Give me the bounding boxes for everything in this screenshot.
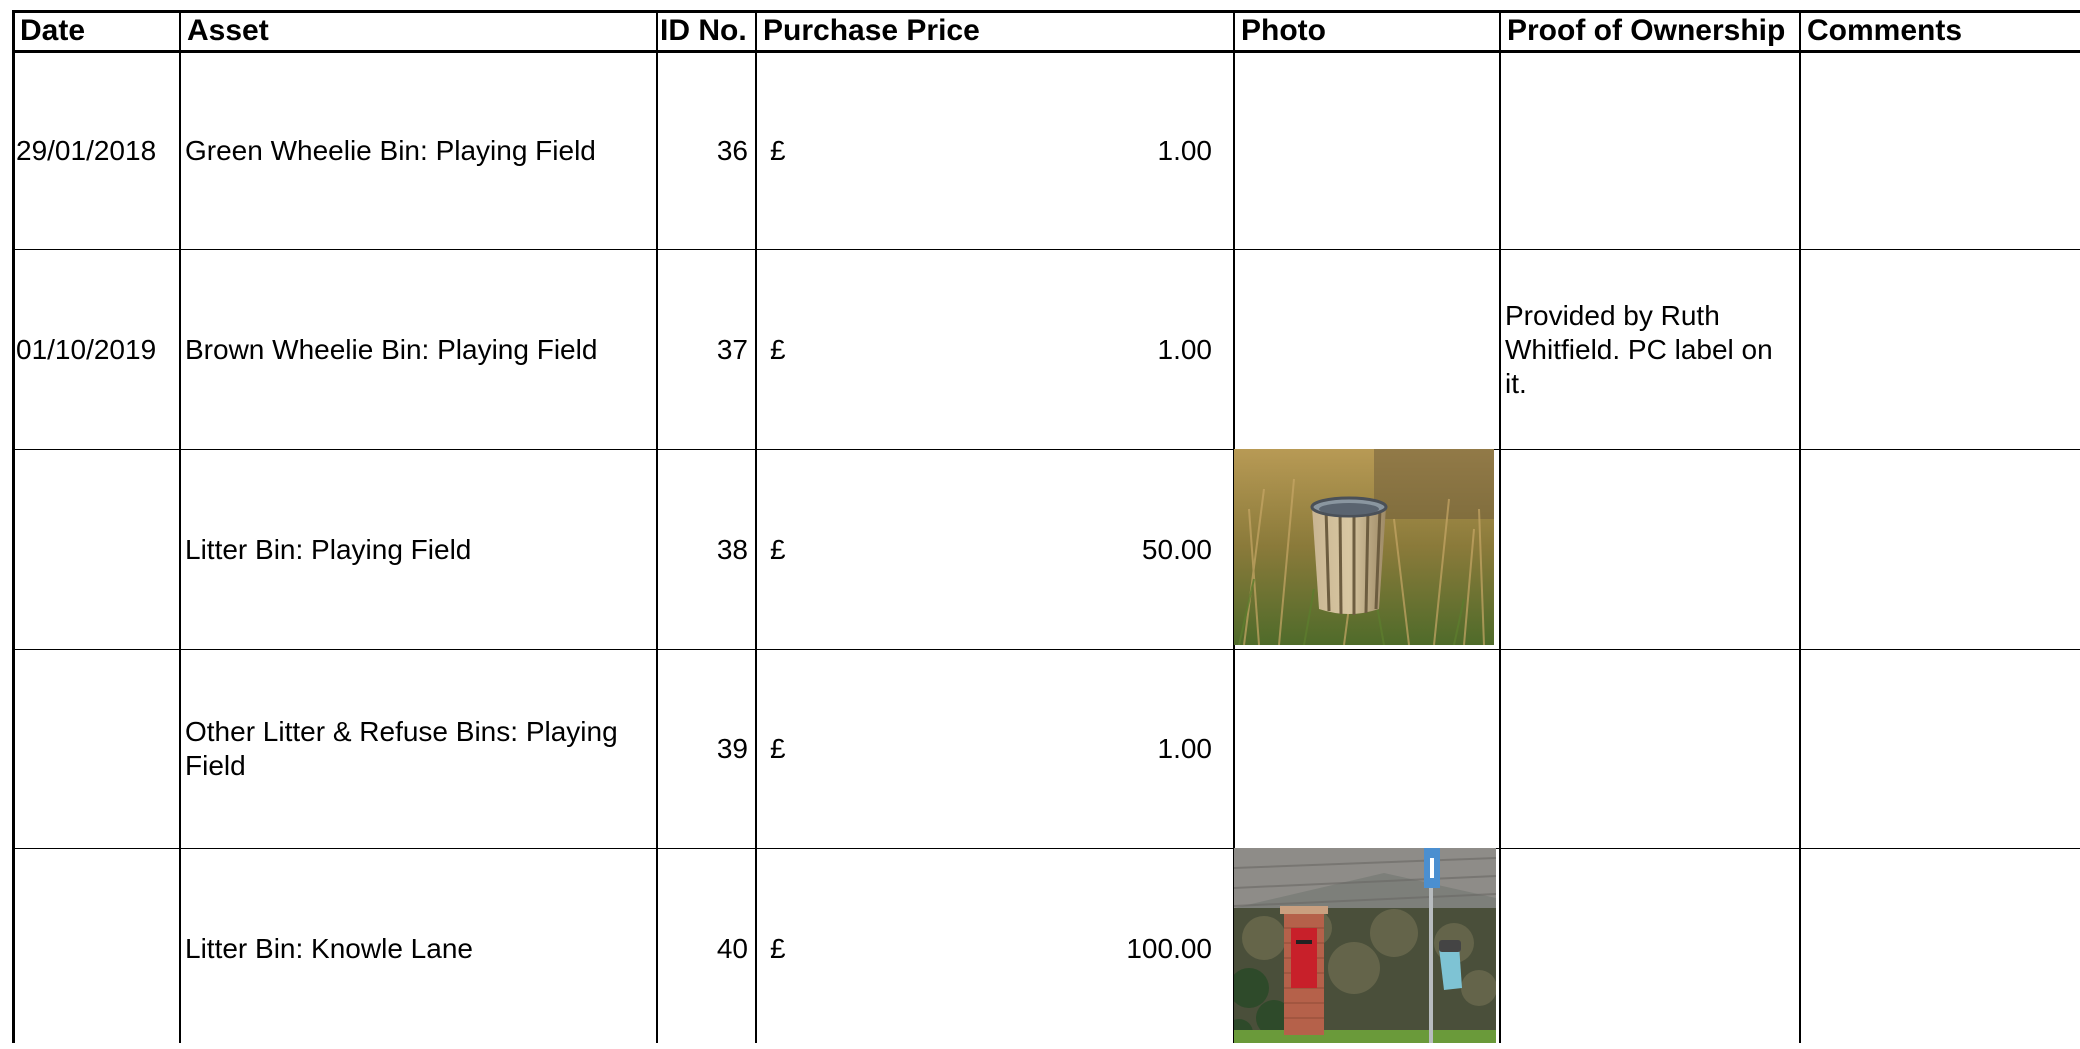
price-cell[interactable]: 1.00 xyxy=(1157,733,1212,764)
column-divider xyxy=(1499,12,1501,1043)
id-cell[interactable]: 39 xyxy=(716,733,748,764)
date-cell[interactable] xyxy=(16,849,178,1049)
header-proof-of-ownership[interactable]: Proof of Ownership xyxy=(1507,14,1786,47)
proof-cell[interactable] xyxy=(1505,450,1790,649)
comments-cell[interactable] xyxy=(1805,849,2075,1049)
asset-cell[interactable]: Litter Bin: Knowle Lane xyxy=(185,933,473,964)
proof-cell[interactable] xyxy=(1505,53,1790,249)
asset-cell[interactable]: Brown Wheelie Bin: Playing Field xyxy=(185,333,598,365)
header-purchase-price[interactable]: Purchase Price xyxy=(763,14,980,47)
proof-cell[interactable]: Provided by Ruth Whitfield. PC label on it. xyxy=(1505,299,1773,399)
knowle-lane-photo[interactable] xyxy=(1234,848,1496,1043)
proof-cell[interactable] xyxy=(1505,650,1790,848)
comments-cell[interactable] xyxy=(1805,450,2075,649)
asset-cell[interactable]: Litter Bin: Playing Field xyxy=(185,533,472,565)
id-cell[interactable]: 38 xyxy=(716,533,748,565)
column-divider xyxy=(12,12,15,1043)
comments-cell[interactable] xyxy=(1805,650,2075,848)
litter-bin-photo[interactable] xyxy=(1234,449,1494,645)
column-divider xyxy=(1799,12,1801,1043)
comments-cell[interactable] xyxy=(1805,53,2075,249)
asset-cell[interactable]: Green Wheelie Bin: Playing Field xyxy=(185,135,596,166)
header-date[interactable]: Date xyxy=(20,14,86,47)
column-divider xyxy=(179,12,181,1043)
litter-bin-image xyxy=(1234,449,1494,645)
price-cell[interactable]: 50.00 xyxy=(1141,533,1212,565)
column-divider xyxy=(755,12,757,1043)
header-asset[interactable]: Asset xyxy=(187,14,269,47)
header-id[interactable]: ID No. xyxy=(660,14,747,47)
header-photo[interactable]: Photo xyxy=(1241,14,1326,47)
currency-symbol: £ xyxy=(770,333,786,365)
currency-symbol: £ xyxy=(770,733,786,764)
header-comments[interactable]: Comments xyxy=(1807,14,1963,47)
postbox-and-bin-image xyxy=(1234,848,1496,1043)
currency-symbol: £ xyxy=(770,135,786,166)
date-cell[interactable]: 01/10/2019 xyxy=(16,333,157,365)
id-cell[interactable]: 40 xyxy=(716,933,748,964)
comments-cell[interactable] xyxy=(1805,250,2075,449)
price-cell[interactable]: 100.00 xyxy=(1126,933,1212,964)
proof-cell[interactable] xyxy=(1505,849,1790,1049)
id-cell[interactable]: 37 xyxy=(716,333,748,365)
asset-cell[interactable]: Other Litter & Refuse Bins: Playing Field xyxy=(185,716,618,781)
price-cell[interactable]: 1.00 xyxy=(1157,135,1212,166)
id-cell[interactable]: 36 xyxy=(716,135,748,166)
date-cell[interactable]: 29/01/2018 xyxy=(16,135,157,166)
currency-symbol: £ xyxy=(770,533,786,565)
price-cell[interactable]: 1.00 xyxy=(1157,333,1212,365)
date-cell[interactable] xyxy=(16,650,178,848)
date-cell[interactable] xyxy=(16,450,178,649)
currency-symbol: £ xyxy=(770,933,786,964)
